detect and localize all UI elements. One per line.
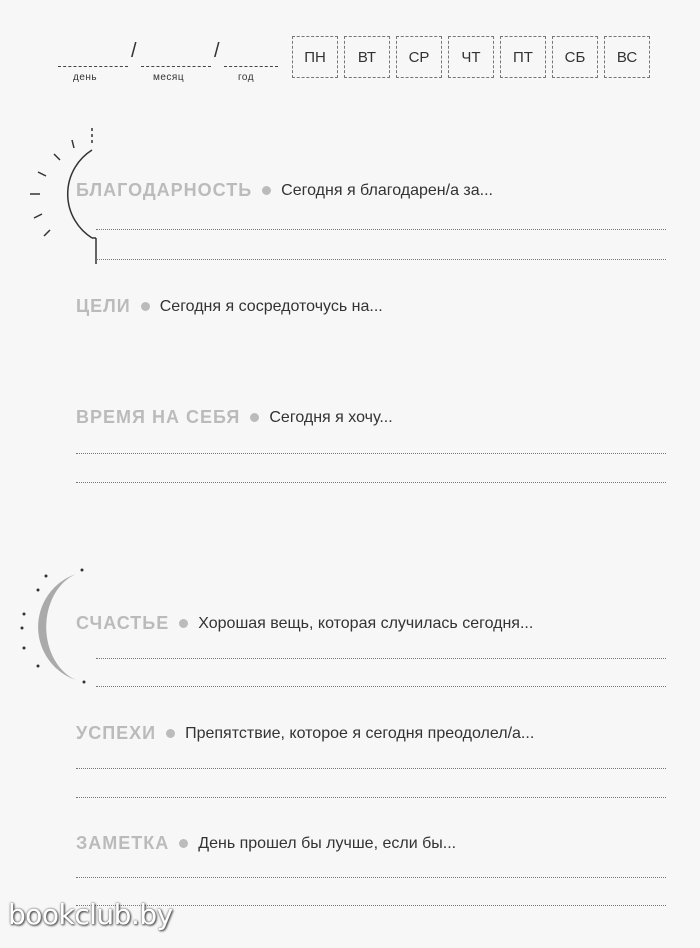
bullet-icon	[262, 186, 271, 195]
section-title: СЧАСТЬЕ	[76, 613, 170, 633]
weekday-sun[interactable]: ВС	[604, 36, 650, 78]
write-line[interactable]	[76, 453, 666, 454]
section-title: ВРЕМЯ НА СЕБЯ	[76, 407, 241, 427]
write-line[interactable]	[96, 259, 666, 260]
weekday-mon[interactable]: ПН	[292, 36, 338, 78]
section-note-header	[76, 833, 456, 854]
section-goals-header	[76, 296, 383, 317]
bullet-icon	[179, 619, 188, 628]
date-month-label: месяц	[153, 72, 185, 83]
section-title: ЦЕЛИ	[76, 296, 131, 316]
section-self-time-header	[76, 407, 393, 428]
bullet-icon	[141, 302, 150, 311]
section-prompt: Препятствие, которое я сегодня преодолел/а...	[185, 724, 535, 742]
watermark: bookclub.by	[8, 898, 173, 931]
section-prompt: День прошел бы лучше, если бы...	[198, 834, 457, 852]
date-day-label: день	[73, 72, 98, 83]
section-prompt: Сегодня я благодарен/а за...	[281, 181, 493, 199]
date-year-field[interactable]	[224, 66, 278, 67]
write-line[interactable]	[96, 658, 666, 659]
weekday-fri[interactable]: ПТ	[500, 36, 546, 78]
section-prompt: Сегодня я сосредоточусь на...	[159, 297, 383, 315]
weekday-sat[interactable]: СБ	[552, 36, 598, 78]
bullet-icon	[179, 839, 188, 848]
section-success-header	[76, 723, 534, 744]
write-line[interactable]	[76, 797, 666, 798]
bullet-icon	[166, 729, 175, 738]
bullet-icon	[250, 413, 259, 422]
write-line[interactable]	[76, 768, 666, 769]
write-line[interactable]	[76, 877, 666, 878]
date-year-label: год	[238, 72, 255, 83]
section-prompt: Хорошая вещь, которая случилась сегодня...	[198, 614, 534, 632]
section-gratitude-header	[76, 180, 493, 201]
date-day-field[interactable]	[58, 66, 128, 67]
write-line[interactable]	[96, 229, 666, 230]
weekday-tue[interactable]: ВТ	[344, 36, 390, 78]
weekday-thu[interactable]: ЧТ	[448, 36, 494, 78]
date-month-field[interactable]	[141, 66, 211, 67]
section-title: БЛАГОДАРНОСТЬ	[76, 180, 253, 200]
date-separator: /	[131, 40, 137, 62]
date-separator: /	[214, 40, 220, 62]
section-happiness-header	[76, 613, 533, 634]
section-title: ЗАМЕТКА	[76, 833, 170, 853]
write-line[interactable]	[76, 482, 666, 483]
weekday-wed[interactable]: СР	[396, 36, 442, 78]
section-prompt: Сегодня я хочу...	[269, 408, 393, 426]
section-title: УСПЕХИ	[76, 723, 157, 743]
weekday-selector	[292, 36, 650, 78]
write-line[interactable]	[96, 686, 666, 687]
